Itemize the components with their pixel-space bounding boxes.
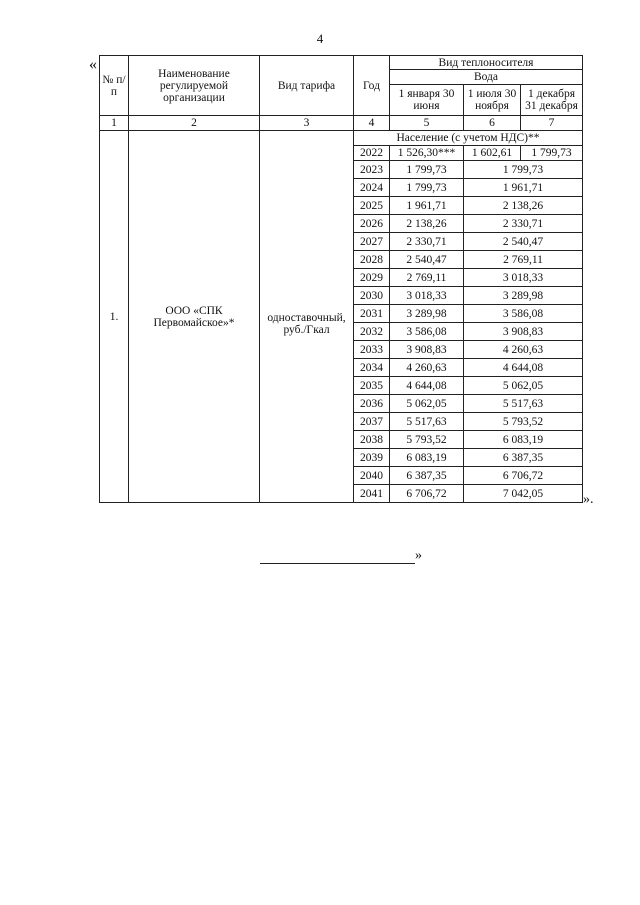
value-period-1: 2 540,47 [390,251,464,269]
year-cell: 2024 [354,179,390,197]
year-cell: 2023 [354,161,390,179]
value-period-2-3: 7 042,05 [464,485,583,503]
year-cell: 2029 [354,269,390,287]
header-num: № п/п [100,56,129,116]
value-period-2-3: 2 769,11 [464,251,583,269]
header-carrier: Вид теплоносителя [390,56,583,70]
year-cell: 2027 [354,233,390,251]
year-cell: 2033 [354,341,390,359]
col-number: 2 [129,116,260,131]
opening-quote: « [89,56,97,73]
value-period-1: 6 387,35 [390,467,464,485]
year-cell: 2022 [354,146,390,161]
header-year: Год [354,56,390,116]
year-cell: 2040 [354,467,390,485]
group-label: Население (с учетом НДС)** [354,131,583,146]
value-period-2-3: 5 062,05 [464,377,583,395]
value-period-1: 5 517,63 [390,413,464,431]
value-period-1: 2 769,11 [390,269,464,287]
value-period-1: 3 018,33 [390,287,464,305]
year-cell: 2032 [354,323,390,341]
header-period-3: 1 декабря 31 декабря [521,85,583,116]
value-period-1: 3 908,83 [390,341,464,359]
value-period-1: 6 083,19 [390,449,464,467]
closing-quote-dot: ». [583,492,594,507]
value-period-2-3: 6 083,19 [464,431,583,449]
col-number: 6 [464,116,521,131]
closing-quote: » [415,548,422,563]
value-period-2-3: 5 517,63 [464,395,583,413]
col-number: 4 [354,116,390,131]
year-cell: 2037 [354,413,390,431]
year-cell: 2039 [354,449,390,467]
value-period-1: 4 644,08 [390,377,464,395]
year-cell: 2035 [354,377,390,395]
page-number: 4 [316,31,324,46]
col-number: 7 [521,116,583,131]
year-cell: 2025 [354,197,390,215]
value-period-1: 1 799,73 [390,161,464,179]
value-period-1: 1 526,30*** [390,146,464,161]
value-period-2-3: 3 586,08 [464,305,583,323]
value-period-2: 1 602,61 [464,146,521,161]
year-cell: 2034 [354,359,390,377]
value-period-2-3: 3 908,83 [464,323,583,341]
value-period-1: 5 062,05 [390,395,464,413]
year-cell: 2028 [354,251,390,269]
value-period-1: 6 706,72 [390,485,464,503]
year-cell: 2030 [354,287,390,305]
value-period-1: 2 330,71 [390,233,464,251]
value-period-1: 4 260,63 [390,359,464,377]
signature-line [260,548,422,564]
value-period-2-3: 5 793,52 [464,413,583,431]
underline [260,551,415,564]
col-number: 3 [260,116,354,131]
header-period-2: 1 июля 30 ноября [464,85,521,116]
entry-tariff-top [260,131,354,146]
value-period-2-3: 4 260,63 [464,341,583,359]
value-period-3: 1 799,73 [521,146,583,161]
value-period-2-3: 2 138,26 [464,197,583,215]
year-cell: 2036 [354,395,390,413]
year-cell: 2031 [354,305,390,323]
value-period-2-3: 4 644,08 [464,359,583,377]
col-number: 1 [100,116,129,131]
entry-org: ООО «СПК Первомайское»* [129,131,260,503]
year-cell: 2041 [354,485,390,503]
col-number: 5 [390,116,464,131]
value-period-2-3: 2 540,47 [464,233,583,251]
entry-num: 1. [100,131,129,503]
value-period-1: 5 793,52 [390,431,464,449]
value-period-2-3: 1 799,73 [464,161,583,179]
header-org: Наименование регулируемой организации [129,56,260,116]
entry-tariff: одноставочный, руб./Гкал [260,146,354,503]
value-period-2-3: 6 387,35 [464,449,583,467]
tariff-table [99,55,583,503]
year-cell: 2026 [354,215,390,233]
header-tariff: Вид тарифа [260,56,354,116]
value-period-2-3: 3 018,33 [464,269,583,287]
header-period-1: 1 января 30 июня [390,85,464,116]
value-period-2-3: 6 706,72 [464,467,583,485]
value-period-1: 3 586,08 [390,323,464,341]
value-period-2-3: 3 289,98 [464,287,583,305]
value-period-2-3: 2 330,71 [464,215,583,233]
value-period-1: 1 799,73 [390,179,464,197]
year-cell: 2038 [354,431,390,449]
value-period-1: 3 289,98 [390,305,464,323]
value-period-1: 2 138,26 [390,215,464,233]
value-period-1: 1 961,71 [390,197,464,215]
header-water: Вода [390,70,583,85]
value-period-2-3: 1 961,71 [464,179,583,197]
